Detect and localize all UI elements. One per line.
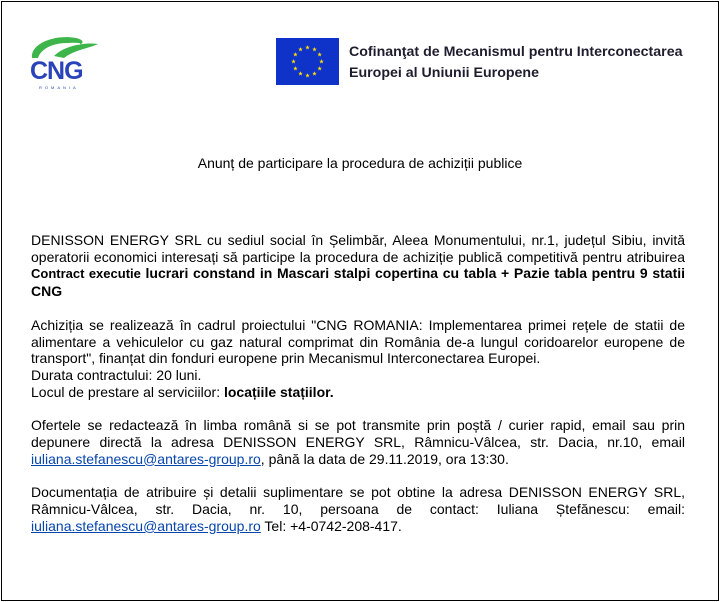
page-title: Anunț de participare la procedura de achiziții publice <box>197 155 523 171</box>
invitation-text: DENISSON ENERGY SRL cu sediul social în Șelimbăr, Aleea Monumentului, nr.1, județul Sibiu, invită operatorii economici interesați să participe la procedura de achiziție publică competitivă pentru atribuirea <box>31 232 685 265</box>
service-location <box>31 384 685 401</box>
eu-stars-icon <box>276 38 339 85</box>
paragraph-invitation <box>31 232 685 300</box>
paragraph-documentation <box>31 484 685 534</box>
eu-star-icon <box>298 47 303 51</box>
eu-star-icon <box>305 73 310 77</box>
eu-star-icon <box>317 66 322 70</box>
email-link[interactable]: iuliana.stefanescu@antares-group.ro <box>31 450 261 467</box>
logo-text: CNG <box>30 57 83 85</box>
eu-star-icon <box>298 71 303 75</box>
paragraph-project: Achiziția se realizează în cadrul proiectului "CNG ROMANIA: Implementarea primei rețele de statii de alimentare a vehiculelor cu gaz natural comprimat din România de-a lungul coridoarelor europene de transport", finanțat din fonduri europene prin Mecanismul Interconectarea Europei. <box>31 316 685 367</box>
contact-phone: Tel: +4-0742-208-417. <box>260 517 402 534</box>
documentation-text: Documentația de atribuire și detalii suplimentare se pot obtine la adresa DENISSON ENERGY SRL, Râmnicu-Vâlcea, str. Dacia, nr. 10, persoana de contact: Iuliana Ștefănescu: email: <box>31 484 685 518</box>
contract-object: lucrari constand in Mascari stalpi copertina cu tabla + Pazie tabla pentru 9 statii CNG <box>31 265 686 300</box>
cofinantare-text <box>349 42 682 84</box>
eu-star-icon <box>312 71 317 75</box>
eu-star-icon <box>305 45 310 49</box>
offers-text: Ofertele se redactează în limba română si se pot transmite prin poștă / curier rapid, email sau prin depunere directă la adresa DENISSON ENERGY SRL, Râmnicu-Vâlcea, str. Dacia, nr.10, email <box>31 417 685 451</box>
contract-duration: Durata contractului: 20 luni. <box>31 366 202 383</box>
location-label: Locul de prestare al serviciilor: <box>31 383 224 400</box>
eu-star-icon <box>293 52 298 56</box>
eu-flag <box>276 38 339 85</box>
cofinantare-line-1: Cofinanţat de Mecanismul pentru Interconectarea <box>349 44 683 60</box>
eu-star-icon <box>291 59 296 63</box>
eu-star-icon <box>312 47 317 51</box>
announcement-body <box>31 232 685 535</box>
logo-subtext: ROMANIA <box>39 85 79 90</box>
eu-star-icon <box>319 59 324 63</box>
eu-star-icon <box>293 66 298 70</box>
offers-deadline: , până la data de 29.11.2019, ora 13:30. <box>260 450 509 467</box>
contract-label: Contract executie <box>31 266 141 282</box>
cofinantare-line-2: Europei al Uniunii Europene <box>349 65 539 81</box>
cng-romania-logo <box>24 32 102 92</box>
paragraph-offers <box>31 417 685 467</box>
contact-email-link[interactable]: iuliana.stefanescu@antares-group.ro <box>31 517 261 534</box>
location-value: locațiile stațiilor. <box>223 383 334 400</box>
eu-star-icon <box>317 52 322 56</box>
